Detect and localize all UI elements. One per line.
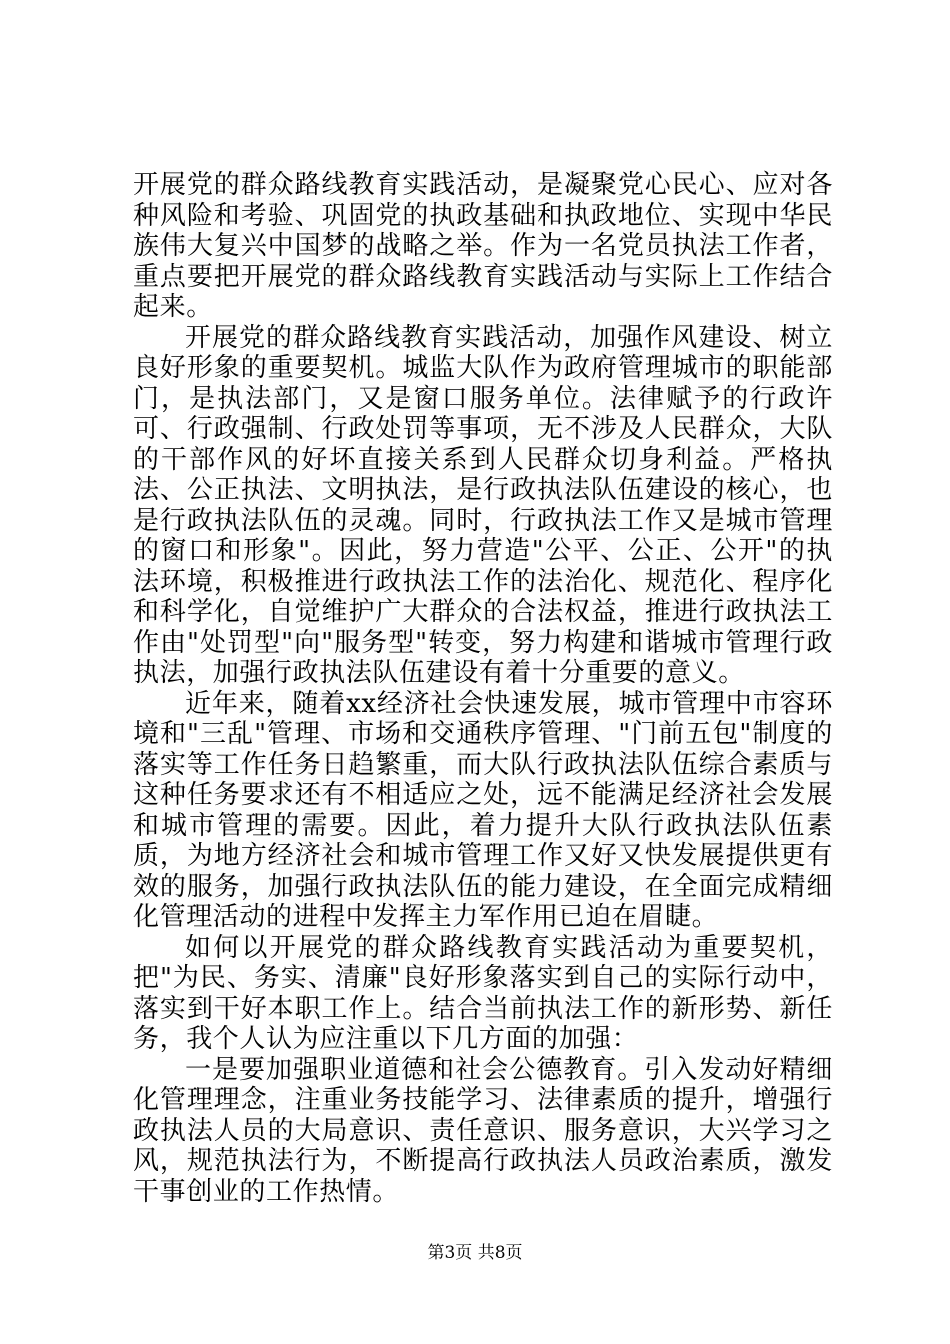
page-number-footer: 第3页 共8页 xyxy=(427,1243,523,1263)
document-body xyxy=(133,170,833,1207)
paragraph-5: 一是要加强职业道德和社会公德教育。引入发动好精细化管理理念，注重业务技能学习、法律素质的提升，增强行政执法人员的大局意识、责任意识、服务意识，大兴学习之风，规范执法行为，不断提高行政执法人员政治素质，激发干事创业的工作热情。 xyxy=(133,1054,833,1207)
paragraph-4: 如何以开展党的群众路线教育实践活动为重要契机，把"为民、务实、清廉"良好形象落实到自己的实际行动中，落实到干好本职工作上。结合当前执法工作的新形势、新任务，我个人认为应注重以下几方面的加强： xyxy=(133,932,833,1054)
paragraph-2: 开展党的群众路线教育实践活动，加强作风建设、树立良好形象的重要契机。城监大队作为政府管理城市的职能部门，是执法部门，又是窗口服务单位。法律赋予的行政许可、行政强制、行政处罚等事项，无不涉及人民群众，大队的干部作风的好坏直接关系到人民群众切身利益。严格执法、公正执法、文明执法，是行政执法队伍建设的核心，也是行政执法队伍的灵魂。同时，行政执法工作又是城市管理的窗口和形象"。因此，努力营造"公平、公正、公开"的执法环境，积极推进行政执法工作的法治化、规范化、程序化和科学化，自觉维护广大群众的合法权益，推进行政执法工作由"处罚型"向"服务型"转变，努力构建和谐城市管理行政执法，加强行政执法队伍建设有着十分重要的意义。 xyxy=(133,322,833,688)
paragraph-3: 近年来，随着xx经济社会快速发展，城市管理中市容环境和"三乱"管理、市场和交通秩序管理、"门前五包"制度的落实等工作任务日趋繁重，而大队行政执法队伍综合素质与这种任务要求还有不相适应之处，远不能满足经济社会发展和城市管理的需要。因此，着力提升大队行政执法队伍素质，为地方经济社会和城市管理工作又好又快发展提供更有效的服务，加强行政执法队伍的能力建设，在全面完成精细化管理活动的进程中发挥主力军作用已迫在眉睫。 xyxy=(133,688,833,932)
paragraph-1: 开展党的群众路线教育实践活动，是凝聚党心民心、应对各种风险和考验、巩固党的执政基础和执政地位、实现中华民族伟大复兴中国梦的战略之举。作为一名党员执法工作者，重点要把开展党的群众路线教育实践活动与实际上工作结合起来。 xyxy=(133,170,833,322)
